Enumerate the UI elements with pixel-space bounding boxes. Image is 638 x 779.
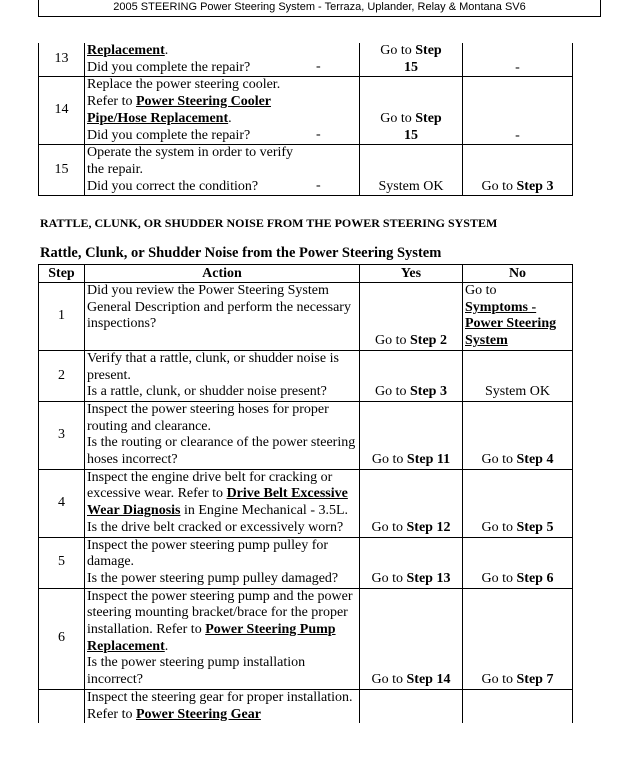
no-cell: [463, 469, 573, 537]
action-cell: [85, 689, 360, 723]
table-row: [39, 401, 573, 469]
step-number: [39, 689, 85, 723]
yes-dash: -: [316, 177, 321, 193]
action-text: Did you complete the repair?: [87, 127, 251, 143]
step-number: 13: [39, 43, 85, 77]
yes-goto-step[interactable]: Step 12: [406, 519, 451, 535]
diagnostic-table-continued: [38, 43, 573, 196]
table-row: [39, 283, 573, 351]
yes-goto-prefix: Go to: [371, 672, 407, 688]
yes-goto-step[interactable]: Step 3: [410, 384, 447, 400]
action-text: .: [164, 43, 169, 58]
no-goto-prefix: Go to: [481, 178, 517, 194]
goto-step-number[interactable]: 15: [404, 59, 418, 75]
table-caption: Rattle, Clunk, or Shudder Noise from the Power Steering System: [40, 245, 442, 261]
goto-prefix: Go to: [380, 110, 416, 126]
step-number: 2: [39, 350, 85, 401]
yes-goto-step[interactable]: Step 14: [406, 672, 451, 688]
no-goto-prefix: Go to: [481, 452, 517, 468]
action-text: Is the power steering pump pulley damaged?: [87, 570, 339, 586]
table-row: [39, 43, 573, 77]
action-text: Is a rattle, clunk, or shudder noise present?: [87, 384, 327, 400]
action-text: Is the routing or clearance of the power steering hoses incorrect?: [87, 435, 356, 468]
no-goto-step[interactable]: Step 7: [516, 672, 554, 688]
yes-cell: [360, 350, 463, 401]
yes-cell: [360, 469, 463, 537]
step-number: 15: [39, 145, 85, 196]
cross-reference-link[interactable]: Replacement: [87, 43, 165, 58]
action-cell: [85, 469, 360, 537]
step-number: 6: [39, 588, 85, 689]
action-cell: [85, 283, 360, 351]
header-no: No: [463, 265, 573, 283]
yes-cell: [360, 588, 463, 689]
no-goto-step[interactable]: Step 4: [516, 452, 554, 468]
yes-cell: [316, 145, 463, 196]
yes-goto-prefix: Go to: [375, 333, 411, 349]
yes-goto-step[interactable]: Step 13: [406, 570, 451, 586]
action-text: Inspect the power steering pump pulley for damage.: [87, 537, 329, 570]
goto-prefix: Go to: [380, 43, 416, 58]
no-cell: [463, 689, 573, 723]
step-number: 4: [39, 469, 85, 537]
yes-goto-step[interactable]: Step 2: [410, 333, 447, 349]
header-step: Step: [39, 265, 85, 283]
action-text: in Engine Mechanical - 3.5L.: [180, 503, 349, 519]
no-goto-prefix: Go to: [481, 570, 517, 586]
goto-step[interactable]: Step: [415, 43, 442, 58]
cross-reference-link[interactable]: Power Steering Pump Replacement: [87, 622, 336, 654]
action-text: Inspect the steering gear for proper installation. Refer to: [87, 689, 353, 722]
document-header: 2005 STEERING Power Steering System - Terraza, Uplander, Relay & Montana SV6: [38, 0, 601, 17]
no-cell: [463, 401, 573, 469]
no-cell: [463, 350, 573, 401]
no-dash: -: [515, 59, 520, 75]
table-row: [39, 350, 573, 401]
action-text: Did you complete the repair?: [87, 59, 251, 75]
table-row: [39, 588, 573, 689]
yes-goto-prefix: Go to: [371, 570, 407, 586]
action-text: Did you correct the condition?: [87, 178, 259, 194]
table-row: [39, 537, 573, 588]
no-prefix: Go to: [465, 283, 497, 298]
yes-cell: [316, 43, 463, 77]
action-text: Did you review the Power Steering System General Description and perform the necessary inspections?: [87, 283, 351, 332]
no-goto-prefix: Go to: [481, 672, 517, 688]
action-text: Refer to: [87, 94, 136, 110]
table-row: [39, 469, 573, 537]
section-title: RATTLE, CLUNK, OR SHUDDER NOISE FROM THE POWER STEERING SYSTEM: [40, 216, 498, 230]
action-text: Inspect the power steering hoses for proper routing and clearance.: [87, 401, 329, 434]
step-number: 5: [39, 537, 85, 588]
yes-dash: -: [316, 126, 321, 142]
header-yes: Yes: [360, 265, 463, 283]
no-cell: [463, 77, 573, 145]
no-goto-step[interactable]: Step 6: [516, 570, 554, 586]
yes-cell: [316, 77, 463, 145]
no-cell: [463, 145, 573, 196]
no-cell: [463, 588, 573, 689]
cross-reference-link[interactable]: Power Steering Cooler Pipe/Hose Replacement: [87, 94, 272, 126]
goto-step[interactable]: Step: [415, 110, 442, 126]
action-text: .: [228, 110, 232, 126]
yes-goto-prefix: Go to: [375, 384, 411, 400]
no-goto-step[interactable]: Step 5: [516, 519, 554, 535]
no-cell: [463, 537, 573, 588]
action-text: Operate the system in order to verify the repair.: [87, 145, 294, 177]
yes-cell: [360, 283, 463, 351]
action-text: Is the drive belt cracked or excessively worn?: [87, 519, 344, 535]
symptoms-link[interactable]: Symptoms - Power Steering System: [465, 299, 557, 349]
no-goto-step[interactable]: Step 3: [516, 178, 554, 194]
no-cell: [463, 283, 573, 351]
no-cell: [463, 43, 573, 77]
system-ok-text: System OK: [378, 178, 444, 194]
action-cell: [85, 588, 360, 689]
table-row: [39, 77, 573, 145]
table-row: [39, 689, 573, 723]
table-row: [39, 145, 573, 196]
step-number: 3: [39, 401, 85, 469]
step-number: 14: [39, 77, 85, 145]
no-dash: -: [515, 127, 520, 143]
system-ok-text: System OK: [485, 384, 550, 400]
cross-reference-link[interactable]: Drive Belt Excessive Wear Diagnosis: [87, 486, 348, 519]
header-action: Action: [85, 265, 360, 283]
action-cell: [85, 401, 360, 469]
step-number: 1: [39, 283, 85, 351]
rattle-clunk-table: [38, 264, 573, 723]
yes-cell: [360, 689, 463, 723]
yes-goto-prefix: Go to: [371, 452, 407, 468]
action-cell: [85, 537, 360, 588]
cross-reference-link[interactable]: Power Steering Gear: [135, 706, 261, 722]
table-header-row: [39, 265, 573, 283]
action-text: Is the power steering pump installation incorrect?: [87, 655, 306, 688]
action-text: .: [164, 638, 169, 654]
goto-step-number[interactable]: 15: [404, 127, 418, 143]
action-text: Verify that a rattle, clunk, or shudder noise is present.: [87, 350, 339, 383]
yes-cell: [360, 537, 463, 588]
action-text: Replace the power steering cooler.: [87, 77, 281, 93]
action-text: Inspect the engine drive belt for cracking or excessive wear. Refer to: [87, 469, 333, 502]
yes-dash: -: [316, 58, 321, 74]
yes-cell: [360, 401, 463, 469]
no-goto-prefix: Go to: [481, 519, 517, 535]
yes-goto-prefix: Go to: [371, 519, 407, 535]
action-cell: [85, 350, 360, 401]
action-text: Inspect the power steering pump and the power steering mounting bracket/brace for the proper installation. Refer to: [87, 588, 353, 638]
yes-goto-step[interactable]: Step 11: [406, 452, 451, 468]
